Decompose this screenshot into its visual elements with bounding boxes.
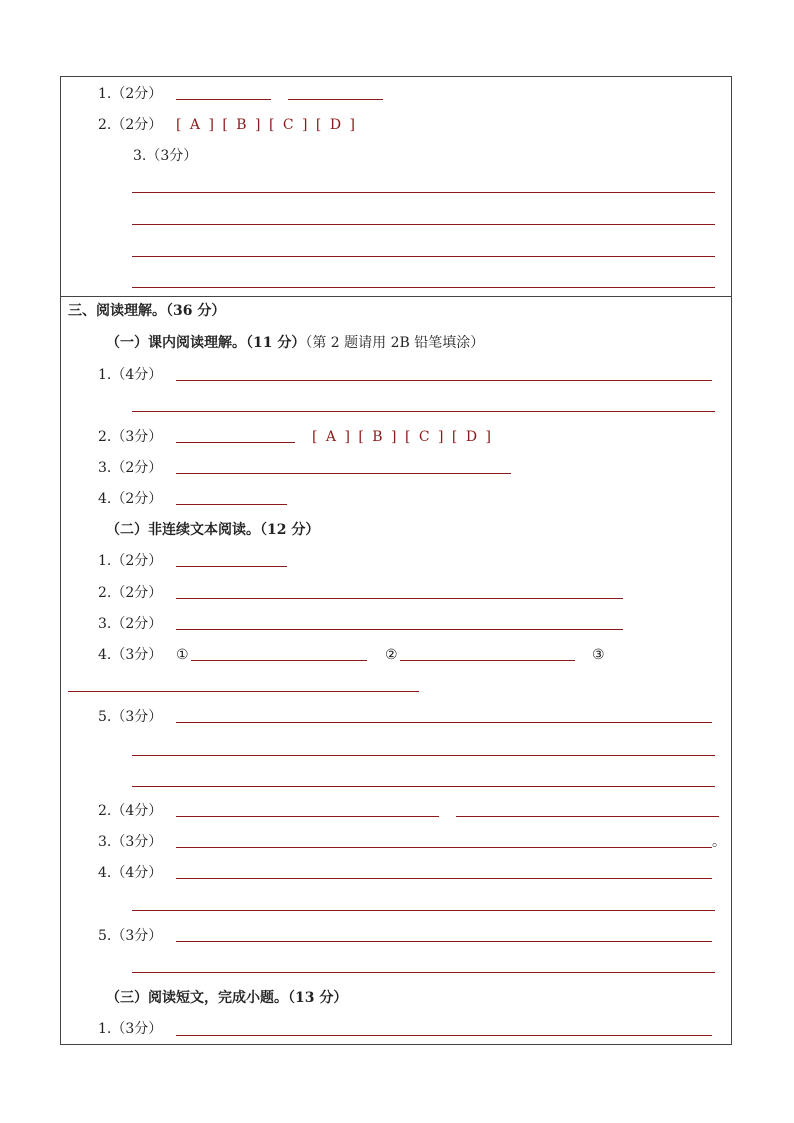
top-q1-blank-2[interactable] bbox=[288, 99, 383, 100]
top-q3-line-2[interactable] bbox=[132, 224, 715, 225]
p2-q5-line-1[interactable] bbox=[176, 722, 712, 723]
top-q3-label: 3.（3分） bbox=[133, 148, 198, 164]
p2-q4-label: 4.（3分） bbox=[98, 647, 163, 663]
mid-q3-label: 3.（3分） bbox=[98, 834, 163, 850]
p1-q2-blank[interactable] bbox=[176, 442, 295, 443]
mid-q2-label: 2.（4分） bbox=[98, 803, 163, 819]
p1-q1-line-2[interactable] bbox=[132, 411, 715, 412]
p2-q2-label: 2.（2分） bbox=[98, 585, 163, 601]
part2-title: （二）非连续文本阅读。（12 分） bbox=[106, 522, 320, 538]
part1-title-wrap bbox=[106, 334, 484, 352]
mid-q3-blank[interactable] bbox=[176, 847, 712, 848]
p2-q4-circle-3: ③ bbox=[592, 647, 605, 663]
p2-q5-label: 5.（3分） bbox=[98, 709, 163, 725]
top-q3-line-4[interactable] bbox=[132, 287, 715, 288]
p1-q3-label: 3.（2分） bbox=[98, 460, 163, 476]
p1-q1-label: 1.（4分） bbox=[98, 367, 163, 383]
p1-q2-label: 2.（3分） bbox=[98, 429, 163, 445]
p3-q1-blank[interactable] bbox=[176, 1035, 712, 1036]
p1-q1-line-1[interactable] bbox=[176, 380, 712, 381]
p2-q4-circle-2: ② bbox=[385, 647, 398, 663]
top-q1-blank-1[interactable] bbox=[176, 99, 271, 100]
p2-q3-blank[interactable] bbox=[176, 629, 623, 630]
top-q3-line-1[interactable] bbox=[132, 192, 715, 193]
mid-q4-label: 4.（4分） bbox=[98, 865, 163, 881]
p2-q5-line-2[interactable] bbox=[132, 755, 715, 756]
mid-q4-line-1[interactable] bbox=[176, 878, 712, 879]
mid-q5-line-1[interactable] bbox=[176, 941, 712, 942]
mid-q3-period: 。 bbox=[712, 834, 726, 850]
part1-title: （一）课内阅读理解。（11 分） bbox=[106, 335, 306, 351]
p2-q4-blank-2[interactable] bbox=[400, 660, 575, 661]
answer-box-top bbox=[60, 76, 732, 297]
top-q1-label: 1.（2分） bbox=[98, 86, 163, 102]
mid-q2-blank-1[interactable] bbox=[176, 816, 439, 817]
p1-q3-blank[interactable] bbox=[176, 473, 511, 474]
p2-q3-label: 3.（2分） bbox=[98, 616, 163, 632]
p2-q1-blank[interactable] bbox=[176, 566, 287, 567]
part1-note: （第 2 题请用 2B 铅笔填涂） bbox=[305, 335, 485, 351]
p2-q4-blank-3[interactable] bbox=[68, 691, 419, 692]
mid-q2-blank-2[interactable] bbox=[456, 816, 719, 817]
part3-title: （三）阅读短文，完成小题。（13 分） bbox=[106, 990, 348, 1006]
section3-title: 三、阅读理解。（36 分） bbox=[68, 303, 226, 319]
p2-q4-blank-1[interactable] bbox=[191, 660, 367, 661]
top-q2-label: 2.（2分） bbox=[98, 117, 163, 133]
p1-q4-label: 4.（2分） bbox=[98, 491, 163, 507]
mid-q5-line-2[interactable] bbox=[132, 972, 715, 973]
p2-q4-circle-1: ① bbox=[176, 647, 189, 663]
p2-q5-line-3[interactable] bbox=[132, 786, 715, 787]
p1-q2-options[interactable]: [ A ] [ B ] [ C ] [ D ] bbox=[312, 429, 493, 445]
p2-q2-blank[interactable] bbox=[176, 598, 623, 599]
mid-q5-label: 5.（3分） bbox=[98, 928, 163, 944]
p2-q1-label: 1.（2分） bbox=[98, 553, 163, 569]
top-q3-line-3[interactable] bbox=[132, 256, 715, 257]
mid-q4-line-2[interactable] bbox=[132, 910, 715, 911]
p1-q4-blank[interactable] bbox=[176, 504, 287, 505]
p3-q1-label: 1.（3分） bbox=[98, 1021, 163, 1037]
top-q2-options[interactable]: [ A ] [ B ] [ C ] [ D ] bbox=[176, 117, 357, 133]
